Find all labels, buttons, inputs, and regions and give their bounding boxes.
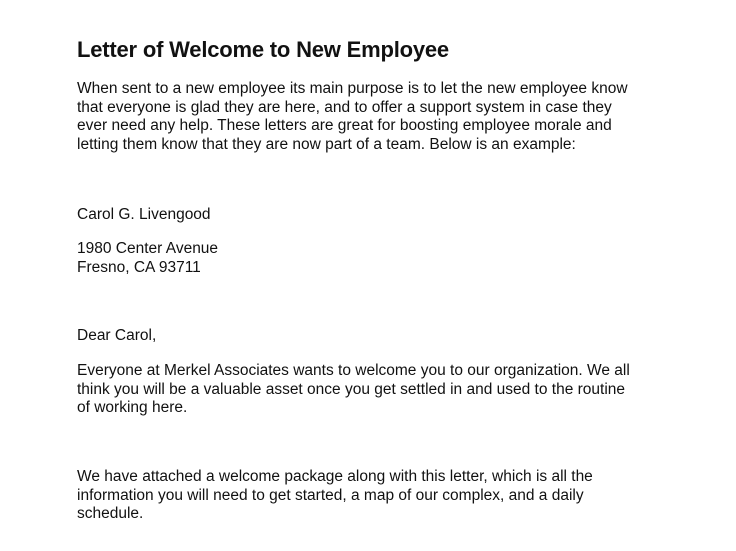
intro-line: letting them know that they are now part of a team. Below is an example: [77, 135, 576, 153]
body-line: information you will need to get started, a map of our complex, and a daily [77, 486, 584, 504]
intro-line: ever need any help. These letters are great for boosting employee morale and [77, 117, 612, 135]
intro-paragraph [77, 80, 727, 154]
intro-line: that everyone is glad they are here, and to offer a support system in case they [77, 98, 612, 116]
salutation: Dear Carol, [77, 327, 157, 344]
body-line: We have attached a welcome package along with this letter, which is all the [77, 468, 593, 485]
body-line: schedule. [77, 505, 144, 523]
body-line: of working here. [77, 399, 188, 417]
body-line: think you will be a valuable asset once you get settled in and used to the routine [77, 380, 626, 398]
address-line-1: 1980 Center Avenue [77, 240, 219, 257]
sender-name: Carol G. Livengood [77, 206, 211, 223]
sender-address-block [77, 240, 727, 277]
sender-name-block [77, 206, 727, 225]
intro-line: When sent to a new employee its main purpose is to let the new employee know [77, 80, 628, 97]
salutation-block [77, 327, 727, 346]
body-paragraph-1 [77, 362, 727, 418]
body-line: Everyone at Merkel Associates wants to welcome you to our organization. We all [77, 362, 630, 379]
body-paragraph-2 [77, 468, 727, 524]
address-line-2: Fresno, CA 93711 [77, 258, 201, 276]
document-title: Letter of Welcome to New Employee [77, 37, 449, 62]
